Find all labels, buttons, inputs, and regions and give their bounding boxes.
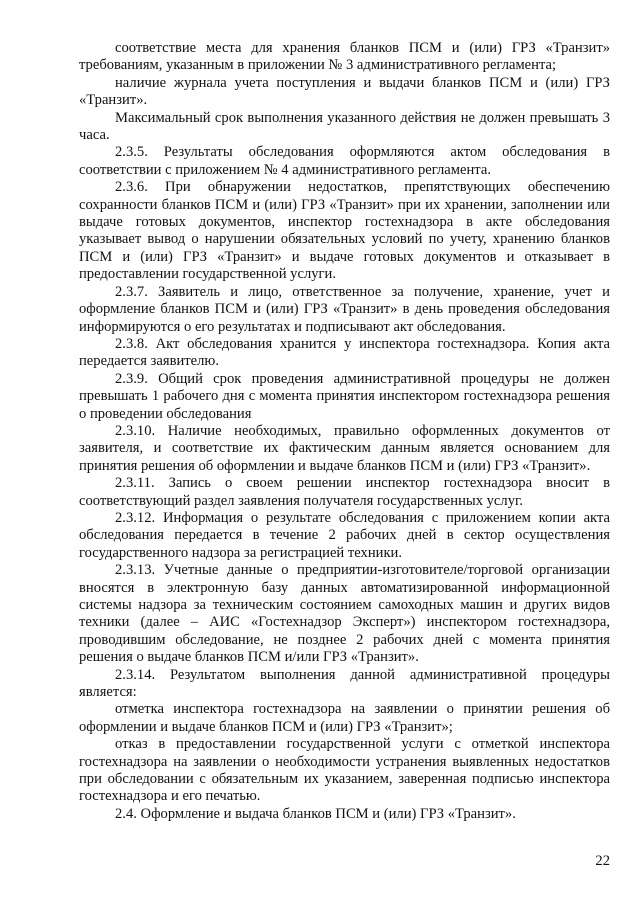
page-number: 22 bbox=[595, 853, 610, 869]
paragraph-result-approval: отметка инспектора гостехнадзора на заявлении о принятии решения об оформлении и выдаче бланков ПСМ и (или) ГРЗ «Транзит»; bbox=[79, 701, 610, 735]
paragraph-result-refusal: отказ в предоставлении государственной услуги с отметкой инспектора гостехнадзора на заявлении о необходимости устранения выявленных недостатков при обследовании с обязательным их указанием, заверенная подписью инспектора гостехнадзора и его печатью. bbox=[79, 736, 610, 805]
paragraph-2-3-12: 2.3.12. Информация о результате обследования с приложением копии акта обследования передается в течение 2 рабочих дней в сектор осуществления государственного надзора за регистрацией техники. bbox=[79, 509, 610, 561]
paragraph-max-duration: Максимальный срок выполнения указанного действия не должен превышать 3 часа. bbox=[79, 109, 610, 144]
paragraph-2-3-7: 2.3.7. Заявитель и лицо, ответственное за получение, хранение, учет и оформление бланков ПСМ и (или) ГРЗ «Транзит» в день проведения обследования информируются о его результатах и подписывают акт обследования. bbox=[79, 283, 610, 335]
paragraph-2-3-9: 2.3.9. Общий срок проведения административной процедуры не должен превышать 1 рабочего дня с момента принятия инспектором гостехнадзора решения о проведении обследования bbox=[79, 370, 610, 422]
paragraph-2-3-14: 2.3.14. Результатом выполнения данной административной процедуры является: bbox=[79, 666, 610, 701]
paragraph-2-3-13: 2.3.13. Учетные данные о предприятии-изготовителе/торговой организации вносятся в электронную базу данных автоматизированной информационной системы надзора за техническим состоянием самоходных машин и других видов техники (далее – АИС «Гостехнадзор Эксперт») инспектором гостехнадзора, проводившим обследование, не позднее 2 рабочих дней с момента принятия решения о выдаче бланков ПСМ и/или ГРЗ «Транзит». bbox=[79, 562, 610, 666]
paragraph-2-3-5: 2.3.5. Результаты обследования оформляются актом обследования в соответствии с приложением № 4 административного регламента. bbox=[79, 144, 610, 178]
paragraph-2-3-10: 2.3.10. Наличие необходимых, правильно оформленных документов от заявителя, и соответствие их фактическим данным является основанием для принятия решения об оформлении и выдаче бланков ПСМ и (или) ГРЗ «Транзит». bbox=[79, 422, 610, 474]
paragraph-2-3-6: 2.3.6. При обнаружении недостатков, препятствующих обеспечению сохранности бланков ПСМ и (или) ГРЗ «Транзит» при их хранении, заполнении или выдаче готовых документов, инспектор гостехнадзора в акте обследования указывает вывод о нарушении обязательных условий по учету, хранению бланков ПСМ и (или) ГРЗ «Транзит» и выдаче готовых документов и отказывает в предоставлении государственной услуги. bbox=[79, 179, 610, 283]
paragraph-2-3-8: 2.3.8. Акт обследования хранится у инспектора гостехнадзора. Копия акта передается заявителю. bbox=[79, 335, 610, 370]
paragraph-journal: наличие журнала учета поступления и выдачи бланков ПСМ и (или) ГРЗ «Транзит». bbox=[79, 74, 610, 109]
paragraph-2-4-heading: 2.4. Оформление и выдача бланков ПСМ и (или) ГРЗ «Транзит». bbox=[115, 805, 516, 822]
paragraph-2-3-11: 2.3.11. Запись о своем решении инспектор гостехнадзора вносит в соответствующий раздел заявления получателя государственных услуг. bbox=[79, 475, 610, 509]
document-body bbox=[79, 40, 610, 823]
paragraph-storage-requirements: соответствие места для хранения бланков ПСМ и (или) ГРЗ «Транзит» требованиям, указанным в приложении № 3 административного регламента; bbox=[79, 40, 610, 74]
